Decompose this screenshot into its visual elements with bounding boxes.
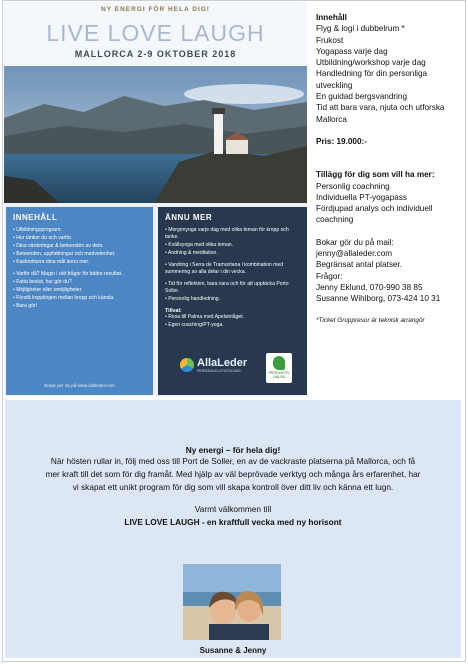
addon-heading: Tillägg för dig som vill ha mer: (316, 170, 435, 180)
list-item: • Tid för reflektion, bara vara och för att upptäcka Porto Soller. (165, 281, 289, 294)
info-line: Tid att bara vara, njuta och utforska Mallorca (316, 103, 445, 124)
info-line: Handledning för din personliga utveckling (316, 69, 428, 90)
welcome-text: Varmt välkommen till (194, 504, 272, 514)
intro-tagline: LIVE LOVE LAUGH - en kraftfull vecka med ny horisont (124, 517, 342, 527)
extras-box (158, 207, 307, 395)
extras-heading: ÄNNU MER (165, 213, 213, 222)
contact-line: Bokar gör du på mail: (316, 237, 394, 247)
list-item: • Hur tänker du och varför. (13, 235, 73, 241)
intro-heading: Ny energi – för hela dig! (185, 445, 281, 455)
flyer-tagline: NY ENERGI FÖR HELA DIG! (101, 6, 210, 13)
info-column (316, 12, 464, 325)
addon-line: Fördjupad analys och individuell coachning (316, 204, 433, 225)
list-item: • Utbildningsprogram: (13, 227, 62, 233)
info-line: Flyg & logi i dubbelrum * (316, 24, 405, 34)
allaleder-logo-sub: PERSONLIG UTVECKLING (197, 369, 241, 373)
lighthouse-photo (4, 66, 307, 203)
contact-line: Frågor: (316, 271, 343, 281)
list-item: • Fatta beslut, hur gör du? (13, 279, 72, 285)
produktiv-halsa-text: PRODUKTIV HÄLSA (268, 371, 290, 379)
list-item: • Resa till Palma med Apelsintåget. (165, 314, 245, 320)
list-item: • Personlig handledning. (165, 296, 221, 302)
list-item: • Vandring i Serra de Tramuntana i kombination med summering av alla delar i din vecka. (165, 262, 284, 275)
list-item: • Förstå kopplingen mellan kropp och känsla. (13, 295, 115, 301)
flyer-header (4, 2, 307, 72)
contact-line: Begränsat antal platser. (316, 260, 403, 270)
list-item: • Andning & meditation. (165, 250, 218, 256)
content-box (6, 207, 153, 395)
content-list (13, 227, 146, 310)
intro-body: När hösten rullar in, följ med oss till Port de Soller, en av de vackraste platserna på Mallorca, och få mer kraft till det som för dig framåt. Med hjälp av väl beprövade verktyg och många års erfarenhet, har vi skapat ett unikt program för dig som vill skapa kontroll över ditt liv och känna ett lugn. (45, 456, 421, 492)
booking-footer: Bokar per du på www.allaleder.com (44, 383, 115, 388)
info-line: Utbildning/workshop varje dag (316, 58, 426, 68)
list-item: • Dina värderingar & beteenden av dem. (13, 243, 104, 249)
contact-phone: Jenny Eklund, 070-990 38 85 (316, 282, 423, 292)
contact-phone: Susanne Wihlborg, 073-424 10 31 (316, 294, 441, 304)
list-item: • Kaskretisera dina mål ännu mer. (13, 259, 90, 265)
list-item: • Varför då? Magin i rätt frågor för bättre resultat. (13, 271, 123, 277)
list-item: • Egen coaching/PT-yoga. (165, 322, 224, 328)
flyer-title: LIVE LOVE LAUGH (46, 20, 265, 46)
flyer-subtitle: MALLORCA 2-9 OKTOBER 2018 (74, 49, 237, 59)
allaleder-mark-icon (180, 358, 194, 372)
list-item: • Beteenden, uppfattningar och medvetenhet. (13, 251, 116, 257)
list-item: • Morgonyoga varje dag med olika teman för kropp och tanke. (165, 227, 289, 240)
extras-list (165, 227, 300, 303)
info-line: Frukost (316, 35, 344, 45)
hosts-photo (183, 564, 281, 640)
addon-line: Individuella PT-yogapass (316, 192, 408, 202)
list-item: • Bara gör! (13, 303, 38, 309)
info-heading: Innehåll (316, 13, 347, 22)
tillval-label: Tillval: (165, 308, 182, 314)
contact-email[interactable]: jenny@allaleder.com (316, 249, 393, 259)
content-heading: INNEHÅLL (13, 213, 58, 222)
info-line: En guidad bergsvandring (316, 92, 408, 102)
produktiv-halsa-logo (266, 353, 292, 383)
arranger-note: *Ticket Gruppresor är teknisk arrangör (316, 316, 425, 324)
flyer (4, 2, 307, 396)
leaf-icon (273, 356, 285, 370)
intro-panel (5, 400, 461, 658)
allaleder-logo-text: AllaLeder (197, 357, 248, 369)
addon-line: Personlig coachning (316, 181, 390, 191)
info-line: Yogapass varje dag (316, 46, 388, 56)
list-item: • Kvällsyoga med olika teman. (165, 242, 234, 248)
hosts-names: Susanne & Jenny (199, 646, 267, 655)
list-item: • Möjligheter eller omöjligheter. (13, 287, 83, 293)
allaleder-logo (180, 357, 247, 373)
price: Pris: 19.000:- (316, 136, 367, 146)
tillval-list (165, 314, 300, 329)
